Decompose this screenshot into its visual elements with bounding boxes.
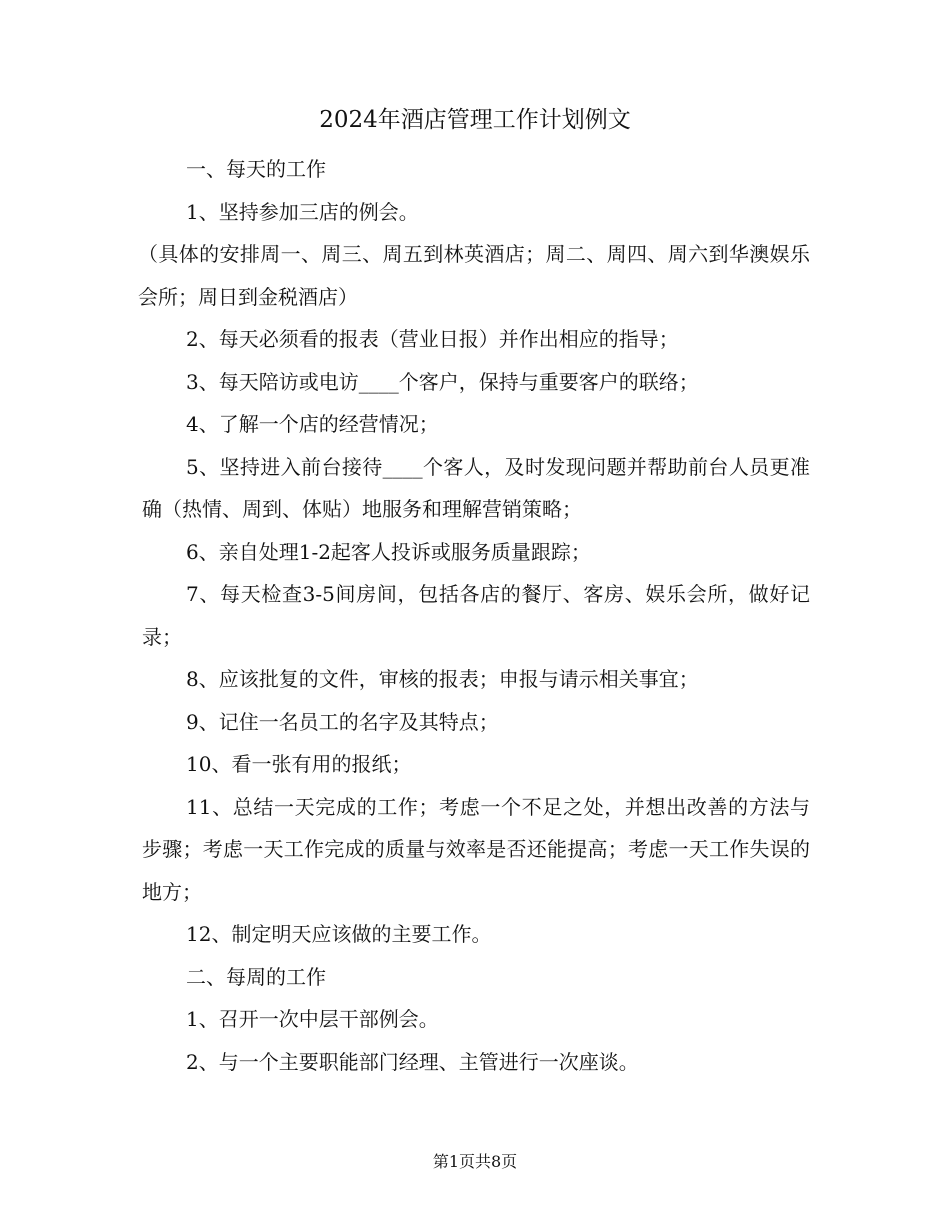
list-item: 1、坚持参加三店的例会。 xyxy=(186,199,419,224)
page-number: 第1页共8页 xyxy=(432,1152,518,1171)
schedule-note: （具体的安排周一、周三、周五到林英酒店；周二、周四、周六到华澳娱乐会所；周日到金税酒店） xyxy=(138,242,810,309)
list-item: 9、记住一名员工的名字及其特点； xyxy=(186,709,499,734)
document-body xyxy=(138,148,810,1083)
document-title: 2024年酒店管理工作计划例文 xyxy=(319,107,631,133)
list-item: 12、制定明天应该做的主要工作。 xyxy=(186,922,492,946)
list-item: 7、每天检查3-5间房间，包括各店的餐厅、客房、娱乐会所，做好记录； xyxy=(142,582,810,649)
list-item: 5、坚持进入前台接待____个客人，及时发现问题并帮助前台人员更准确（热情、周到、体贴）地服务和理解营销策略； xyxy=(142,454,810,521)
list-item: 4、了解一个店的经营情况； xyxy=(186,412,439,436)
section-heading-daily: 一、每天的工作 xyxy=(186,157,326,181)
list-item: 10、看一张有用的报纸； xyxy=(186,752,412,776)
list-item: 3、每天陪访或电访____个客户，保持与重要客户的联络； xyxy=(186,369,699,394)
list-item: 8、应该批复的文件，审核的报表；申报与请示相关事宜； xyxy=(186,667,699,691)
list-item: 2、每天必须看的报表（营业日报）并作出相应的指导； xyxy=(186,327,679,351)
list-item: 2、与一个主要职能部门经理、主管进行一次座谈。 xyxy=(186,1049,639,1074)
section-heading-weekly: 二、每周的工作 xyxy=(186,964,326,989)
list-item: 1、召开一次中层干部例会。 xyxy=(186,1007,439,1031)
list-item: 6、亲自处理1-2起客人投诉或服务质量跟踪； xyxy=(186,539,591,564)
list-item: 11、总结一天完成的工作；考虑一个不足之处，并想出改善的方法与步骤；考虑一天工作完成的质量与效率是否还能提高；考虑一天工作失误的地方； xyxy=(142,794,810,904)
